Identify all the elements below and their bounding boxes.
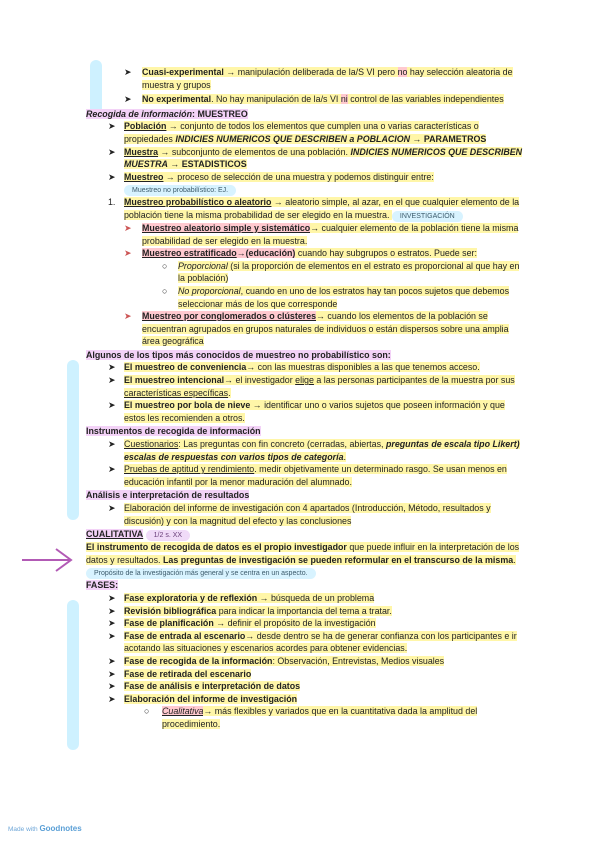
list-item: ➤ Elaboración del informe de investigación [108, 693, 298, 704]
list-item: ➤ El muestreo por bola de nieve → identificar uno o varios sujetos que poseen información y que estos les recomienden a otros. [108, 400, 505, 423]
note-pill: INVESTIGACIÓN [392, 211, 463, 222]
bullet-circle-icon: ○ [162, 285, 168, 296]
bullet-arrow-icon: ➤ [108, 171, 116, 182]
list-number: 1. [108, 197, 116, 208]
list-item: ➤ Muestreo → proceso de selección de una muestra y podemos distinguir entre: Muestreo no probabilístico: EJ. [108, 171, 434, 195]
section-heading: CUALITATIVA 1/2 s. XX [86, 528, 526, 541]
list-item: ➤ Revisión bibliográfica para indicar la importancia del tema a tratar. [108, 605, 392, 616]
bullet-arrow-icon: ➤ [124, 222, 132, 233]
list-item: ➤ Pruebas de aptitud y rendimiento. medir objetivamente un determinado rasgo. Se usan menos en educación infantil por la menor maduración del alumnado. [108, 464, 507, 487]
list-item: ➤ Muestreo estratificado→(educación) cuando hay subgrupos o estratos. Puede ser: [124, 248, 477, 259]
list-item: ➤ Elaboración del informe de investigación con 4 apartados (Introducción, Método, resultados y discusión) y con la magnitud del efecto y las conclusiones [108, 503, 491, 526]
list-item: ➤ Fase de recogida de la información: Observación, Entrevistas, Medios visuales [108, 655, 445, 666]
bullet-circle-icon: ○ [162, 260, 168, 271]
margin-bar [67, 600, 79, 750]
section-heading: FASES: [86, 580, 119, 591]
list-item: ➤ El muestreo intencional→ el investigador elige a las personas participantes de la muestra por sus características específicas. [108, 375, 515, 398]
note-pill: 1/2 s. XX [146, 530, 190, 541]
section-heading: Análisis e interpretación de resultados [86, 490, 250, 501]
bullet-arrow-icon: ➤ [108, 655, 116, 666]
notes-content [86, 58, 526, 731]
list-item: ○ Cualitativa→ más flexibles y variados que en la cuantitativa dada la amplitud del procedimiento. [144, 706, 478, 729]
bullet-arrow-icon: ➤ [108, 121, 116, 132]
bullet-arrow-icon: ➤ [108, 439, 116, 450]
list-item: ➤ No experimental. No hay manipulación de la/s VI ni control de las variables independientes [124, 94, 504, 105]
list-item: ➤ Muestra → subconjunto de elementos de una población. INDICIES NUMERICOS QUE DESCRIBEN MUESTRA → ESTADISTICOS [108, 146, 523, 170]
term-no-experimental: No experimental [142, 94, 212, 105]
list-item: ➤ Fase de análisis e interpretación de datos [108, 681, 301, 692]
bullet-arrow-icon: ➤ [108, 362, 116, 373]
bullet-arrow-icon: ➤ [108, 630, 116, 641]
list-item: ➤ Cuestionarios: Las preguntas con fin concreto (cerradas, abiertas, preguntas de escala tipo Likert) escalas de respuestas con varios tipos de categoría. [108, 439, 520, 462]
bullet-arrow-icon: ➤ [108, 668, 116, 679]
list-item: ○ Proporcional (si la proporción de elementos en el estrato es proporcional al que hay en la población) [162, 260, 520, 284]
margin-bar [67, 360, 79, 520]
term-cuasi: Cuasi-experimental [142, 67, 224, 77]
paragraph: El instrumento de recogida de datos es el propio investigador que puede influir en la interpretación de los datos y resultados. Las preguntas de investigación se pueden reformular en el transcurso de la misma. Propósito de la investigación más general y se centra en un aspecto. [86, 542, 520, 578]
list-item: ➤ Muestreo aleatorio simple y sistemático→ cualquier elemento de la población tiene la misma probabilidad de ser elegido en la muestra. [124, 222, 519, 246]
made-with-badge: Made with Goodnotes [8, 824, 82, 833]
bullet-arrow-icon: ➤ [108, 592, 116, 603]
bullet-arrow-icon: ➤ [124, 311, 132, 322]
list-item: ➤ Población → conjunto de todos los elementos que cumplen una o varias características o propiedades INDICIES NUMERICOS QUE DESCRIBEN a POBLACION → PARAMETROS [108, 121, 487, 144]
note-pill: Propósito de la investigación más general y se centra en un aspecto. [86, 568, 316, 579]
list-item: ○ No proporcional, cuando en uno de los estratos hay tan pocos sujetos que debemos seleccionar más de los que corresponde [162, 285, 510, 309]
list-item: ➤ Muestreo por conglomerados o clústeres→ cuando los elementos de la población se encuentran agrupados en grupos naturales de individuos o están dispersos sobre una amplia área geográfica [124, 311, 509, 347]
bullet-arrow-icon: ➤ [124, 248, 132, 259]
section-heading: Recogida de información: MUESTREO [86, 108, 248, 119]
list-item: ➤ Fase de entrada al escenario→ desde dentro se ha de generar confianza con los participantes e ir acotando las situaciones y escenarios acordes para obtener evidencias. [108, 630, 517, 654]
bullet-arrow-icon: ➤ [108, 618, 116, 629]
list-item: ➤ Fase de planificación → definir el propósito de la investigación [108, 618, 376, 629]
bullet-arrow-icon: ➤ [108, 400, 116, 411]
list-item: 1. Muestreo probabilístico o aleatorio → aleatorio simple, al azar, en el que cualquier elemento de la población tiene la misma probabilidad de ser elegido en la muestra. INVESTIGACIÓN [108, 197, 520, 220]
section-heading: Instrumentos de recogida de información [86, 426, 261, 437]
bullet-arrow-icon: ➤ [124, 67, 132, 77]
bullet-arrow-icon: ➤ [108, 605, 116, 616]
bullet-arrow-icon: ➤ [108, 693, 116, 704]
arrow-doodle-icon [20, 546, 76, 574]
list-item: ➤ El muestreo de conveniencia→ con las muestras disponibles a las que tenemos acceso. [108, 362, 480, 373]
list-item: ➤ Cuasi-experimental → manipulación deliberada de la/S VI pero no hay selección aleatoria de muestra y grupos [124, 67, 513, 90]
bullet-circle-icon: ○ [144, 706, 150, 717]
section-heading: Algunos de los tipos más conocidos de muestreo no probabilístico son: [86, 349, 391, 360]
bullet-arrow-icon: ➤ [108, 681, 116, 692]
bullet-arrow-icon: ➤ [124, 94, 132, 105]
bullet-arrow-icon: ➤ [108, 146, 116, 157]
bullet-arrow-icon: ➤ [108, 375, 116, 386]
bullet-arrow-icon: ➤ [108, 464, 116, 475]
bullet-arrow-icon: ➤ [108, 503, 116, 513]
list-item: ➤ Fase de retirada del escenario [108, 668, 252, 679]
list-item: ➤ Fase exploratoria y de reflexión → búsqueda de un problema [108, 592, 375, 603]
note-pill: Muestreo no probabilístico: EJ. [124, 185, 236, 196]
